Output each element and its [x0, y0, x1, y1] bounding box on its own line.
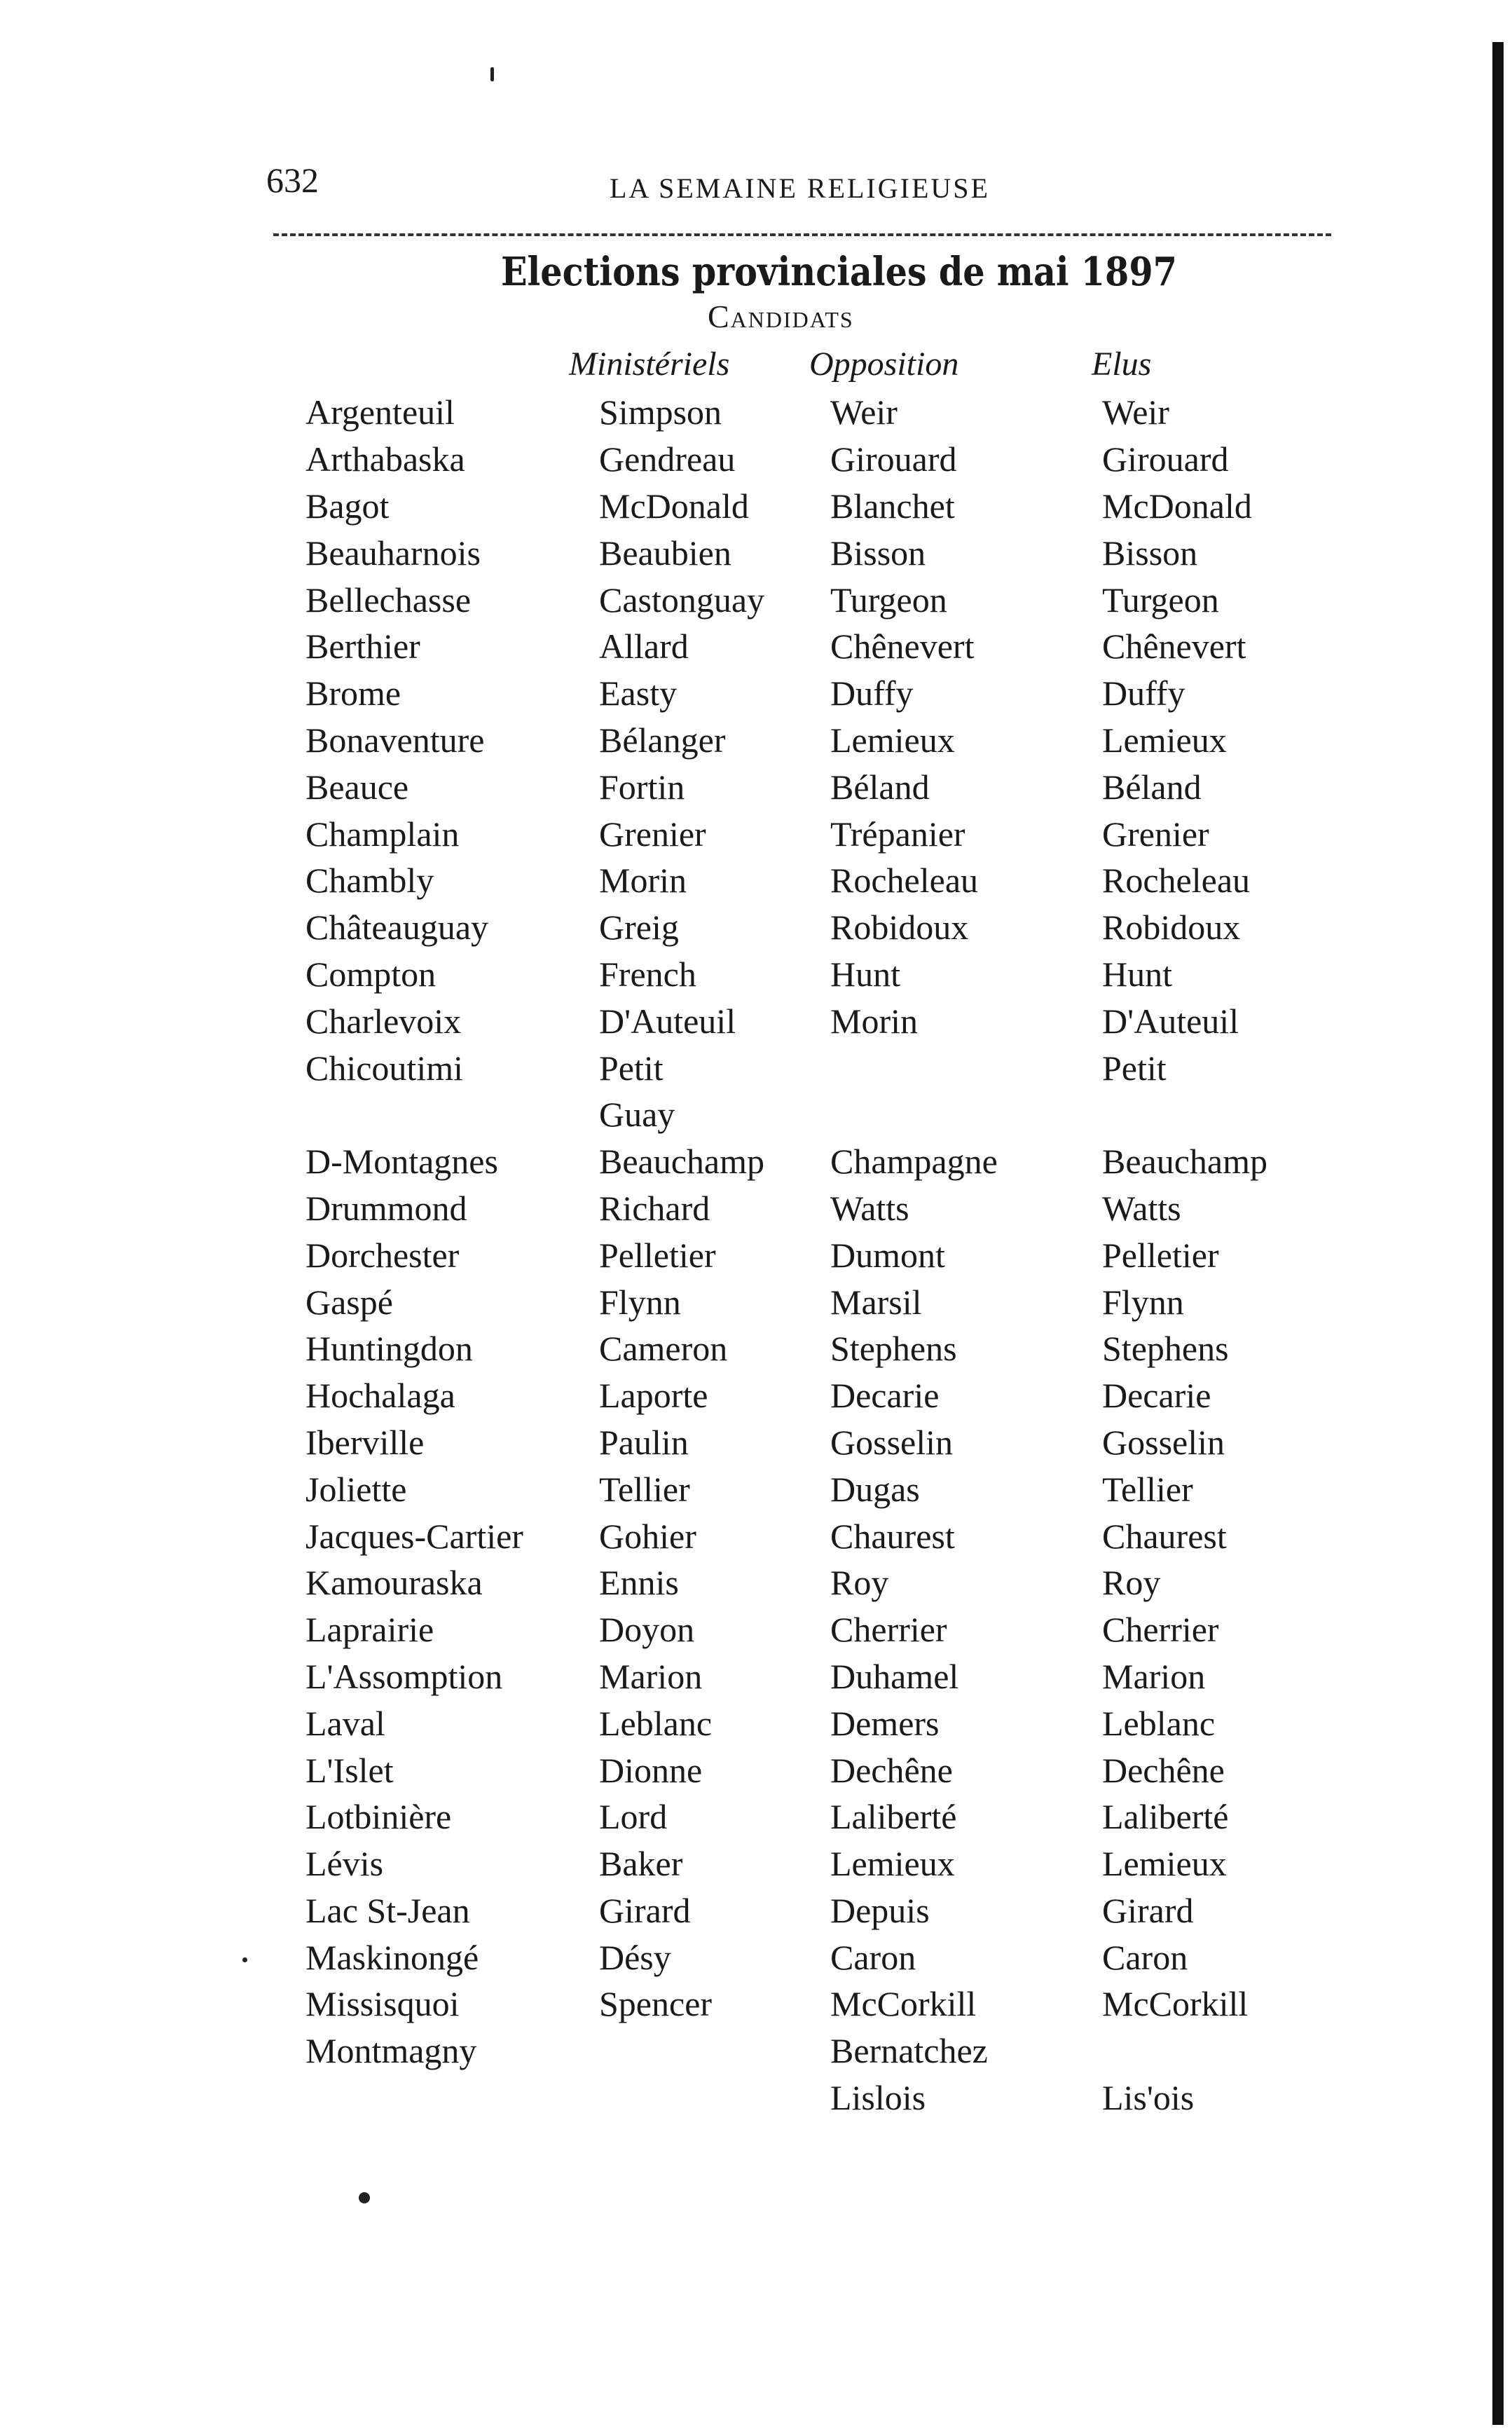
elu-cell: Duffy: [1102, 674, 1185, 713]
elu-cell: Tellier: [1102, 1469, 1193, 1509]
county-cell: Montmagny: [305, 2031, 477, 2071]
table-row: [305, 1091, 1312, 1138]
elu-cell: Lemieux: [1102, 720, 1227, 760]
table-row: [305, 1700, 1312, 1746]
county-cell: Chambly: [305, 861, 434, 901]
county-cell: Laval: [305, 1703, 385, 1743]
elu-cell: Robidoux: [1102, 908, 1241, 948]
election-results-table: [305, 389, 1312, 2121]
table-row: [305, 951, 1312, 998]
table-row: [305, 857, 1312, 904]
elu-cell: Chênevert: [1102, 627, 1246, 666]
elu-cell: Beauchamp: [1102, 1142, 1268, 1182]
ministeriel-cell: Beaubien: [599, 533, 731, 573]
column-header-opposition: Opposition: [809, 346, 959, 383]
table-row: [305, 1185, 1312, 1232]
table-row: [305, 1934, 1312, 1981]
county-cell: [305, 2074, 599, 2121]
table-row: [305, 1840, 1312, 1887]
table-row: [305, 1465, 1312, 1512]
county-cell: Dorchester: [305, 1235, 460, 1275]
ministeriel-cell: Gohier: [599, 1516, 696, 1556]
table-row: [305, 763, 1312, 810]
county-cell: Gaspé: [305, 1282, 393, 1322]
county-cell: Kamouraska: [305, 1563, 483, 1603]
ministeriel-cell: Désy: [599, 1937, 671, 1977]
elu-cell: Dechêne: [1102, 1750, 1225, 1790]
elu-cell: Hunt: [1102, 954, 1172, 994]
ministeriel-cell: Pelletier: [599, 1235, 716, 1275]
opposition-cell: Lislois: [830, 2078, 926, 2118]
opposition-cell: [830, 1091, 1102, 1138]
opposition-cell: Watts: [830, 1188, 909, 1228]
opposition-cell: Duffy: [830, 674, 914, 713]
ministeriel-cell: [599, 2074, 830, 2121]
ministeriel-cell: Grenier: [599, 814, 706, 854]
ministeriel-cell: Flynn: [599, 1282, 681, 1322]
page-edge-shadow: [1492, 42, 1504, 2425]
county-cell: Berthier: [305, 627, 420, 666]
county-cell: Charlevoix: [305, 1001, 462, 1041]
elu-cell: Flynn: [1102, 1282, 1184, 1322]
county-cell: Bagot: [305, 486, 390, 526]
elu-cell: Rocheleau: [1102, 861, 1251, 901]
opposition-cell: Blanchet: [830, 486, 955, 526]
ministeriel-cell: Ennis: [599, 1563, 679, 1603]
county-cell: Arthabaska: [305, 439, 465, 479]
table-row: [305, 997, 1312, 1044]
table-row: [305, 1793, 1312, 1840]
elu-cell: Weir: [1102, 392, 1169, 432]
elu-cell: Béland: [1102, 767, 1202, 807]
elu-cell: Chaurest: [1102, 1516, 1227, 1556]
ministeriel-cell: Marion: [599, 1656, 703, 1696]
opposition-cell: Rocheleau: [830, 861, 979, 901]
table-row: [305, 389, 1312, 436]
elu-cell: McCorkill: [1102, 1984, 1249, 2024]
elu-cell: Bisson: [1102, 533, 1198, 573]
county-cell: Beauce: [305, 767, 409, 807]
opposition-cell: Depuis: [830, 1890, 930, 1930]
county-cell: Lotbinière: [305, 1797, 452, 1837]
county-cell: Jacques-Cartier: [305, 1516, 523, 1556]
running-head: LA SEMAINE RELIGIEUSE: [610, 172, 990, 204]
table-row: [305, 1325, 1312, 1372]
elu-cell: Grenier: [1102, 814, 1209, 854]
county-cell: Lévis: [305, 1844, 384, 1884]
county-cell: Joliette: [305, 1469, 407, 1509]
table-row: [305, 2028, 1312, 2074]
ministeriel-cell: Fortin: [599, 767, 685, 807]
ministeriel-cell: Castonguay: [599, 580, 765, 620]
elu-cell: Turgeon: [1102, 580, 1219, 620]
opposition-cell: Chênevert: [830, 627, 975, 666]
ministeriel-cell: Leblanc: [599, 1703, 713, 1743]
ink-speck: [242, 1957, 247, 1962]
election-results-body: [305, 389, 1312, 2121]
elu-cell: McDonald: [1102, 486, 1252, 526]
ministeriel-cell: French: [599, 954, 696, 994]
ministeriel-cell: Paulin: [599, 1422, 689, 1462]
opposition-cell: Duhamel: [830, 1656, 959, 1696]
county-cell: Laprairie: [305, 1610, 434, 1650]
opposition-cell: Lemieux: [830, 720, 955, 760]
ministeriel-cell: Allard: [599, 627, 689, 666]
ministeriel-cell: Greig: [599, 908, 679, 948]
ink-speck: [359, 2192, 370, 2203]
opposition-cell: Champagne: [830, 1142, 998, 1182]
table-row: [305, 904, 1312, 951]
ministeriel-cell: Bélanger: [599, 720, 726, 760]
elu-cell: [1102, 1091, 1312, 1138]
county-cell: Compton: [305, 954, 437, 994]
table-row: [305, 2074, 1312, 2121]
ministeriel-cell: McDonald: [599, 486, 749, 526]
county-cell: Châteauguay: [305, 908, 489, 948]
elu-cell: Lis'ois: [1102, 2078, 1195, 2118]
ministeriel-cell: Simpson: [599, 392, 722, 432]
page-title: Elections provinciales de mai 1897: [501, 249, 1177, 295]
opposition-cell: Laliberté: [830, 1797, 957, 1837]
ministeriel-cell: Richard: [599, 1188, 710, 1228]
opposition-cell: Bisson: [830, 533, 926, 573]
opposition-cell: Robidoux: [830, 908, 969, 948]
ministeriel-cell: Gendreau: [599, 439, 736, 479]
ministeriel-cell: Spencer: [599, 1984, 713, 2024]
county-cell: Maskinongé: [305, 1937, 479, 1977]
elu-cell: Watts: [1102, 1188, 1181, 1228]
table-row: [305, 483, 1312, 530]
elu-cell: D'Auteuil: [1102, 1001, 1239, 1041]
opposition-cell: Caron: [830, 1937, 916, 1977]
elu-cell: Petit: [1102, 1048, 1167, 1088]
ministeriel-cell: Cameron: [599, 1329, 728, 1369]
opposition-cell: Bernatchez: [830, 2031, 988, 2071]
ministeriel-cell: D'Auteuil: [599, 1001, 736, 1041]
county-cell: Beauharnois: [305, 533, 481, 573]
ministeriel-cell: Morin: [599, 861, 687, 901]
opposition-cell: Roy: [830, 1563, 889, 1603]
table-row: [305, 1981, 1312, 2028]
ministeriel-cell: Girard: [599, 1890, 691, 1930]
table-row: [305, 1653, 1312, 1700]
opposition-cell: Trépanier: [830, 814, 965, 854]
opposition-cell: Béland: [830, 767, 930, 807]
opposition-cell: Lemieux: [830, 1844, 955, 1884]
table-row: [305, 1372, 1312, 1419]
ministeriel-cell: Laporte: [599, 1376, 708, 1416]
table-subtitle: Candidats: [708, 299, 854, 334]
elu-cell: Decarie: [1102, 1376, 1211, 1416]
elu-cell: Caron: [1102, 1937, 1188, 1977]
ministeriel-cell: Dionne: [599, 1750, 703, 1790]
county-cell: Missisquoi: [305, 1984, 460, 2024]
opposition-cell: Dechêne: [830, 1750, 953, 1790]
elu-cell: Girard: [1102, 1890, 1194, 1930]
opposition-cell: Girouard: [830, 439, 957, 479]
county-cell: [305, 1091, 599, 1138]
opposition-cell: Hunt: [830, 954, 900, 994]
elu-cell: Lemieux: [1102, 1844, 1227, 1884]
county-cell: Bonaventure: [305, 720, 485, 760]
county-cell: Lac St-Jean: [305, 1890, 470, 1930]
opposition-cell: Stephens: [830, 1329, 957, 1369]
opposition-cell: Cherrier: [830, 1610, 947, 1650]
table-row: [305, 1559, 1312, 1606]
table-row: [305, 1746, 1312, 1793]
table-row: [305, 670, 1312, 717]
table-row: [305, 1044, 1312, 1091]
table-row: [305, 717, 1312, 764]
opposition-cell: Dumont: [830, 1235, 945, 1275]
opposition-cell: Marsil: [830, 1282, 922, 1322]
table-row: [305, 529, 1312, 576]
county-cell: Brome: [305, 674, 401, 713]
ministeriel-cell: Baker: [599, 1844, 683, 1884]
page-number: 632: [266, 160, 319, 200]
table-row: [305, 1138, 1312, 1185]
elu-cell: Cherrier: [1102, 1610, 1219, 1650]
ministeriel-cell: Tellier: [599, 1469, 690, 1509]
table-row: [305, 1278, 1312, 1325]
table-row: [305, 1419, 1312, 1466]
elu-cell: Girouard: [1102, 439, 1229, 479]
ministeriel-cell: Guay: [599, 1095, 675, 1135]
elu-cell: Gosselin: [1102, 1422, 1225, 1462]
county-cell: Drummond: [305, 1188, 467, 1228]
county-cell: Argenteuil: [305, 392, 455, 432]
header-rule: [273, 233, 1331, 236]
opposition-cell: Weir: [830, 392, 898, 432]
county-cell: Bellechasse: [305, 580, 472, 620]
table-row: [305, 810, 1312, 857]
opposition-cell: Decarie: [830, 1376, 940, 1416]
county-cell: L'Assomption: [305, 1656, 503, 1696]
table-row: [305, 1512, 1312, 1559]
opposition-cell: McCorkill: [830, 1984, 977, 2024]
opposition-cell: Gosselin: [830, 1422, 953, 1462]
table-row: [305, 1606, 1312, 1653]
ministeriel-cell: Easty: [599, 674, 678, 713]
table-row: [305, 1887, 1312, 1934]
county-cell: L'Islet: [305, 1750, 394, 1790]
elu-cell: Pelletier: [1102, 1235, 1219, 1275]
elu-cell: Laliberté: [1102, 1797, 1229, 1837]
opposition-cell: Chaurest: [830, 1516, 955, 1556]
ministeriel-cell: [599, 2028, 830, 2074]
table-row: [305, 1231, 1312, 1278]
table-row: [305, 576, 1312, 623]
ministeriel-cell: Lord: [599, 1797, 668, 1837]
elu-cell: Marion: [1102, 1656, 1206, 1696]
elu-cell: Stephens: [1102, 1329, 1229, 1369]
county-cell: Huntingdon: [305, 1329, 473, 1369]
county-cell: D-Montagnes: [305, 1142, 498, 1182]
column-header-ministeriels: Ministériels: [569, 346, 730, 383]
ministeriel-cell: Petit: [599, 1048, 664, 1088]
ministeriel-cell: Beauchamp: [599, 1142, 765, 1182]
opposition-cell: [830, 1044, 1102, 1091]
county-cell: Chicoutimi: [305, 1048, 463, 1088]
county-cell: Champlain: [305, 814, 460, 854]
opposition-cell: Morin: [830, 1001, 918, 1041]
opposition-cell: Demers: [830, 1703, 940, 1743]
elu-cell: Leblanc: [1102, 1703, 1216, 1743]
elu-cell: [1102, 2028, 1312, 2074]
ink-speck: [490, 67, 494, 81]
table-row: [305, 623, 1312, 670]
column-header-elus: Elus: [1092, 346, 1152, 383]
elu-cell: Roy: [1102, 1563, 1161, 1603]
opposition-cell: Dugas: [830, 1469, 920, 1509]
table-row: [305, 436, 1312, 483]
county-cell: Iberville: [305, 1422, 425, 1462]
county-cell: Hochalaga: [305, 1376, 455, 1416]
opposition-cell: Turgeon: [830, 580, 947, 620]
ministeriel-cell: Doyon: [599, 1610, 695, 1650]
